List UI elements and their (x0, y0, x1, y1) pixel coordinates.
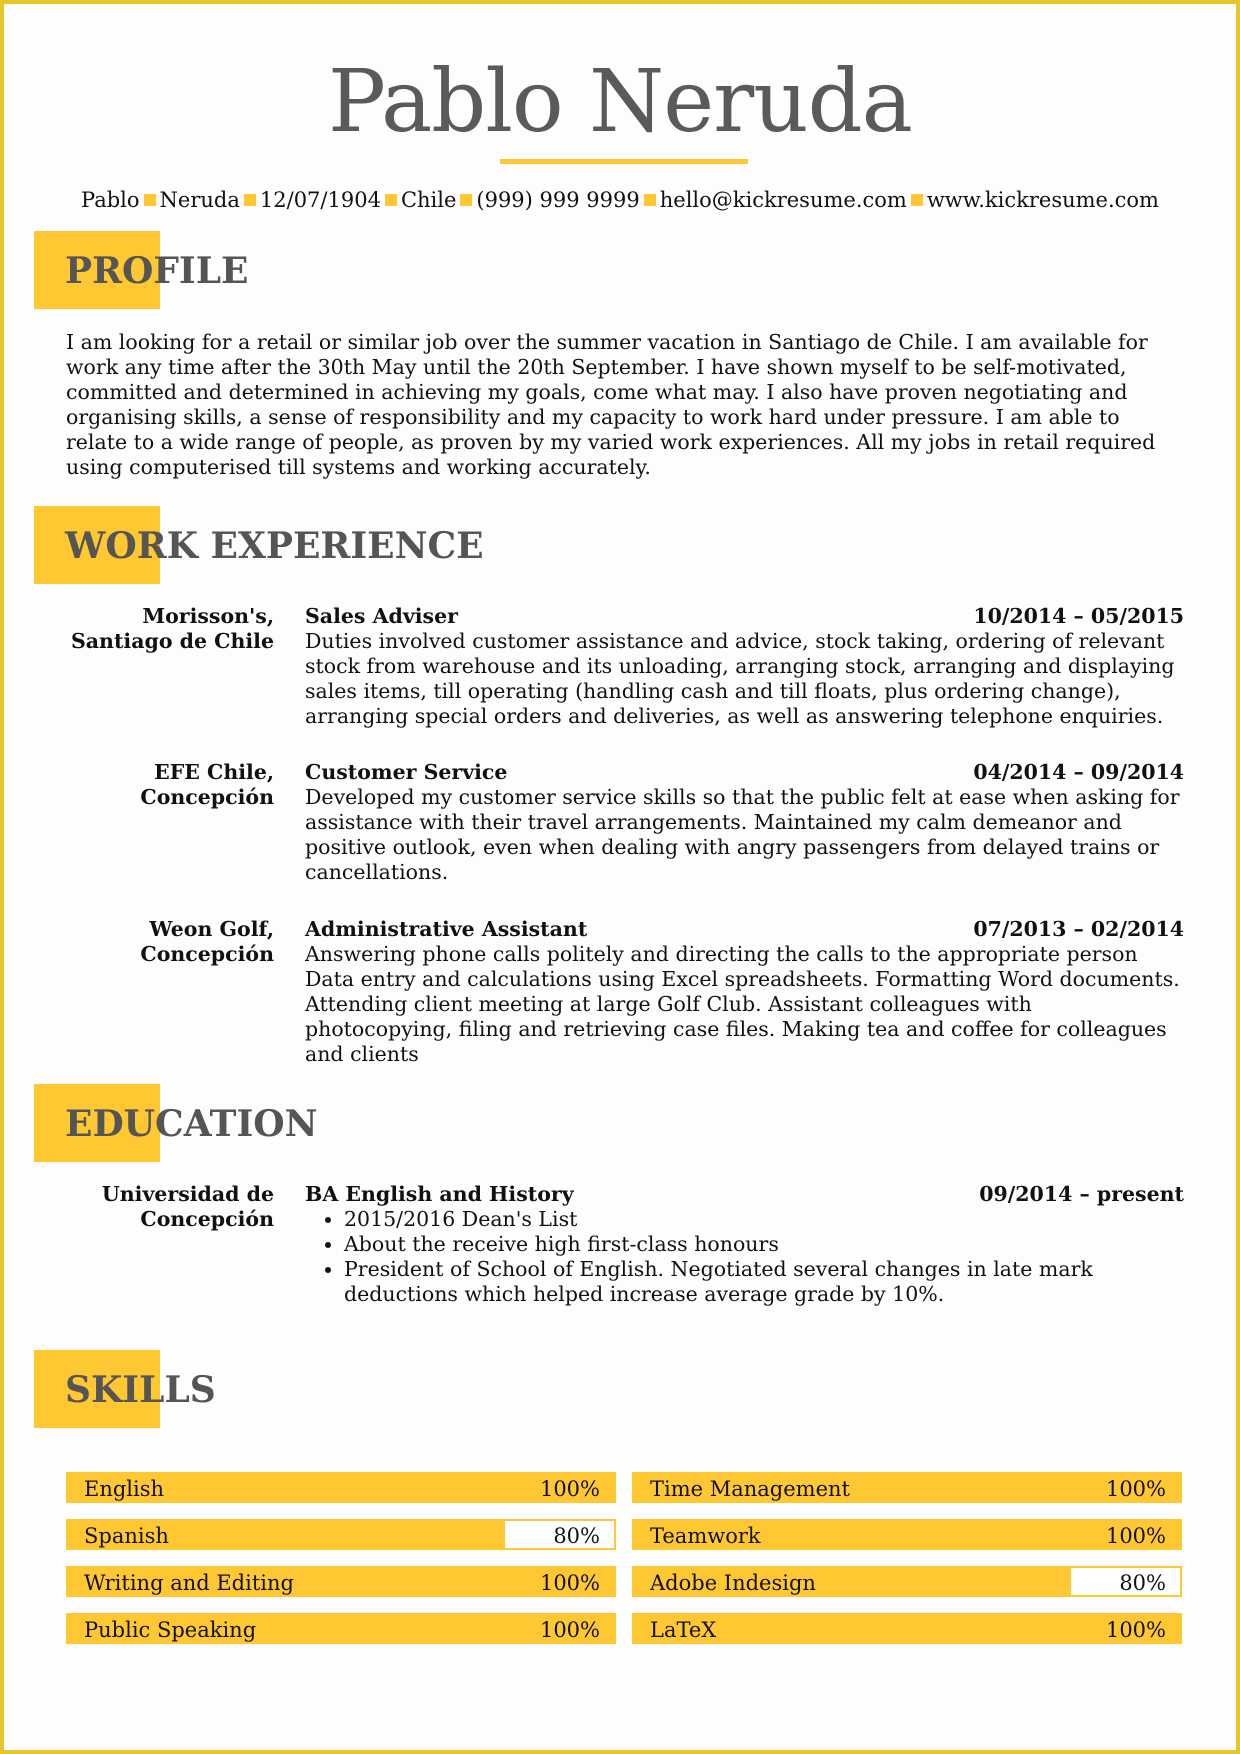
work-details (305, 917, 1184, 1067)
degree-title: BA English and History (305, 1182, 574, 1206)
skill-percent: 80% (1119, 1571, 1166, 1595)
list-item: • 2015/2016 Dean's List (344, 1207, 1184, 1232)
profile-text: I am looking for a retail or similar job over the summer vacation in Santiago de Chile. I am available for work any time after the 30th May until the 20th September. I have shown myself to be self-motivated, committed and determined in achieving my goals, come what may. I also have proven negotiating and organising skills, a sense of responsibility and my capacity to work hard under pressure. I am able to relate to a wide range of people, as proven by my varied work experiences. All my jobs in retail required using computerised till systems and working accurately. (66, 330, 1156, 479)
skill-name: LaTeX (650, 1618, 717, 1642)
skill-percent: 100% (1105, 1618, 1166, 1642)
separator-square-icon (385, 194, 397, 206)
separator-square-icon (144, 194, 156, 206)
skill-bar (632, 1613, 1182, 1644)
skill-percent: 100% (539, 1618, 600, 1642)
job-description: Duties involved customer assistance and advice, stock taking, ordering of relevant stock from warehouse and its unloading, arranging stock, arranging and displaying sales items, till operating (handling cash and till floats, plus ordering change), arranging special orders and deliveries, as well as answering telephone enquiries. (305, 629, 1175, 728)
skill-name: Writing and Editing (84, 1571, 294, 1595)
contact-website[interactable]: www.kickresume.com (926, 188, 1159, 212)
skill-name: Adobe Indesign (650, 1571, 816, 1595)
work-employer (66, 760, 274, 810)
skill-percent: 100% (539, 1571, 600, 1595)
skill-bar (66, 1472, 616, 1503)
profile-heading: PROFILE (65, 250, 249, 292)
work-employer (66, 604, 274, 654)
skill-name: Time Management (650, 1477, 850, 1501)
skill-bar (66, 1566, 616, 1597)
skill-percent: 80% (553, 1524, 600, 1548)
skill-bar (632, 1566, 1182, 1597)
school (66, 1182, 274, 1232)
contact-email[interactable]: hello@kickresume.com (659, 188, 907, 212)
skills-heading: SKILLS (65, 1369, 216, 1411)
employer-location: Concepción (140, 785, 274, 809)
work-heading: WORK EXPERIENCE (65, 525, 484, 567)
skill-percent: 100% (539, 1477, 600, 1501)
resume-name: Pablo Neruda (328, 52, 912, 152)
contact-phone: (999) 999 9999 (476, 188, 640, 212)
education-details (305, 1182, 1184, 1307)
contact-country: Chile (400, 188, 457, 212)
work-details (305, 760, 1184, 885)
skill-bar (632, 1519, 1182, 1550)
employer-name: Weon Golf, (149, 917, 274, 941)
contact-birthdate: 12/07/1904 (259, 188, 381, 212)
skill-percent: 100% (1105, 1524, 1166, 1548)
job-title: Customer Service (305, 760, 508, 784)
contact-line (4, 187, 1236, 213)
skill-name: Spanish (84, 1524, 169, 1548)
separator-square-icon (244, 194, 256, 206)
skill-name: English (84, 1477, 165, 1501)
work-employer (66, 917, 274, 967)
job-dates: 10/2014 – 05/2015 (973, 604, 1184, 628)
contact-first-name: Pablo (81, 188, 140, 212)
contact-last-name: Neruda (159, 188, 240, 212)
skill-bar (632, 1472, 1182, 1503)
skill-percent: 100% (1105, 1477, 1166, 1501)
job-dates: 07/2013 – 02/2014 (973, 917, 1184, 941)
separator-square-icon (460, 194, 472, 206)
skill-bar (66, 1613, 616, 1644)
separator-square-icon (644, 194, 656, 206)
employer-location: Concepción (140, 942, 274, 966)
job-title: Sales Adviser (305, 604, 458, 628)
school-name: Universidad de (101, 1182, 274, 1206)
work-details (305, 604, 1184, 729)
skill-bar (66, 1519, 616, 1550)
employer-location: Santiago de Chile (70, 629, 274, 653)
list-item: • President of School of English. Negotiated several changes in late mark deductions which helped increase average grade by 10%. (344, 1257, 1184, 1307)
separator-square-icon (911, 194, 923, 206)
job-description: Developed my customer service skills so that the public felt at ease when asking for assistance with their travel arrangements. Maintained my calm demeanor and positive outlook, even when dealing with angry passengers from delayed trains or cancellations. (305, 785, 1180, 884)
employer-name: Morisson's, (142, 604, 274, 628)
job-title: Administrative Assistant (305, 917, 588, 941)
education-achievements (305, 1207, 1184, 1307)
employer-name: EFE Chile, (154, 760, 274, 784)
name-underline (500, 159, 748, 164)
education-heading: EDUCATION (65, 1103, 318, 1145)
list-item: • About the receive high first-class honours (344, 1232, 1184, 1257)
skill-name: Public Speaking (84, 1618, 257, 1642)
job-dates: 04/2014 – 09/2014 (973, 760, 1184, 784)
skill-name: Teamwork (650, 1524, 761, 1548)
school-location: Concepción (140, 1207, 274, 1231)
job-description: Answering phone calls politely and directing the calls to the appropriate person Data entry and calculations using Excel spreadsheets. Formatting Word documents. Attending client meeting at large Golf Club. Assistant colleagues with photocopying, filing and retrieving case files. Making tea and coffee for colleagues and clients (305, 942, 1180, 1066)
education-dates: 09/2014 – present (979, 1182, 1184, 1206)
